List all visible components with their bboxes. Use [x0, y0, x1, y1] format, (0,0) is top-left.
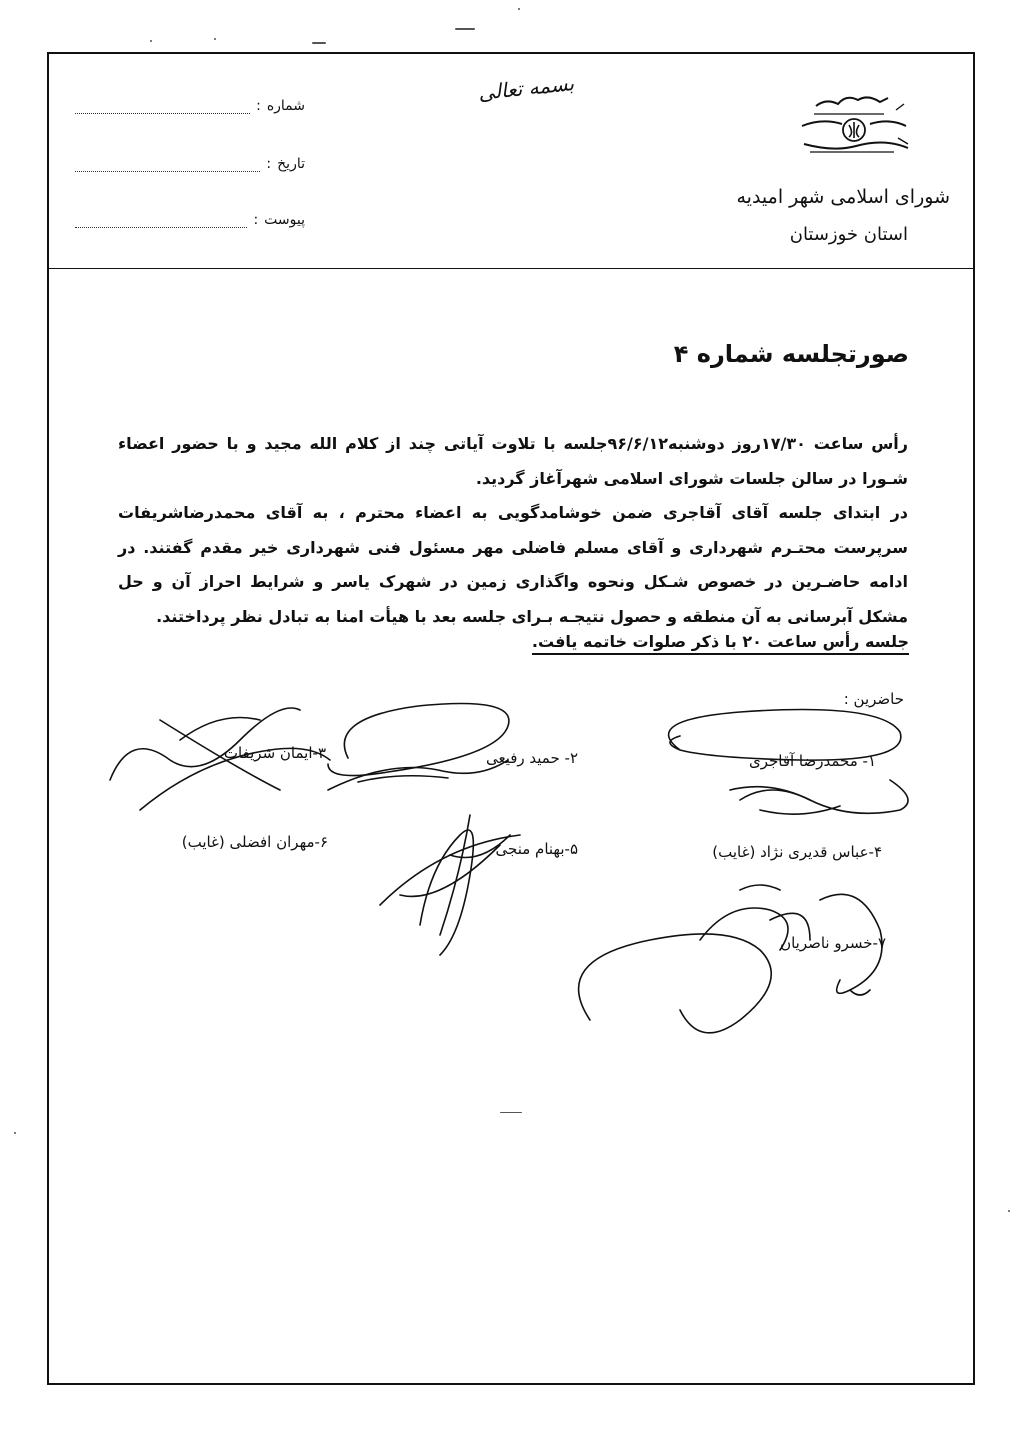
number-label: شماره	[266, 98, 305, 114]
date-field: تاریخ :	[75, 150, 305, 172]
invocation-text: بسمه تعالی	[477, 71, 576, 105]
minutes-closing: جلسه رأس ساعت ۲۰ با ذکر صلوات خاتمه یافت.	[532, 632, 909, 655]
scan-speck	[518, 8, 520, 10]
attendees-label: حاضرین :	[843, 690, 904, 708]
number-field: شماره :	[75, 92, 305, 114]
attachment-value-line	[75, 213, 247, 228]
attendee-2: ۲- حمید رفیعی	[485, 749, 578, 767]
number-value-line	[75, 99, 250, 114]
header-divider	[47, 268, 975, 269]
minutes-paragraph-opening: رأس ساعت ۱۷/۳۰روز دوشنبه۹۶/۶/۱۲جلسه با تلاوت آیاتی چند از کلام الله مجید و با حضور اعضاء شـورا در سالن جلسات شورای اسلامی شهرآغاز گردید.	[118, 434, 908, 488]
scan-speck	[150, 40, 152, 42]
scan-speck	[14, 1132, 16, 1134]
organization-name: شورای اسلامی شهر امیدیه	[736, 186, 950, 208]
signature-7	[560, 880, 910, 1040]
attachment-label: پیوست	[264, 212, 305, 228]
scan-speck	[455, 28, 475, 30]
signature-1	[640, 700, 920, 840]
page-title: صورتجلسه شماره ۴	[673, 340, 909, 368]
scan-speck	[214, 38, 216, 40]
signature-2	[318, 698, 518, 808]
date-label: تاریخ	[277, 156, 305, 172]
date-value-line	[75, 157, 260, 172]
signature-3	[100, 700, 340, 820]
attendee-5: ۵-بهنام منجی	[495, 840, 578, 858]
scan-speck	[312, 42, 326, 44]
minutes-paragraph-discussion: در ابتدای جلسه آقای آقاجری ضمن خوشامدگویی به اعضاء محترم ، به آقای محمدرضاشریفات سرپرست محتـرم شهرداری و آقای مسلم فاضلی مهر مسئول فنی شهرداری خیر مقدم گفتند. در ادامه حاضـرین در خصوص شـکل ونحوه واگذاری زمین در شهرک یاسر و شرایط احراز آن و حل مشکل آبرسانی به آن منطقه و حصول نتیجـه بـرای جلسه بعد با هیأت امنا به تبادل نظر پرداختند.	[118, 503, 908, 626]
attachment-field: پیوست :	[75, 206, 305, 228]
attendee-6: ۶-مهران افضلی (غایب)	[181, 833, 328, 851]
attendee-3: ۳-ایمان شریفات	[223, 744, 326, 762]
attendee-1: ۱- محمدرضا آقاجری	[748, 752, 876, 770]
organization-province: استان خوزستان	[789, 224, 908, 245]
attendee-4: ۴-عباس قدیری نژاد (غایب)	[712, 843, 882, 861]
attendee-7: ۷-خسرو ناصریان	[780, 934, 886, 952]
signature-5	[370, 805, 530, 945]
council-emblem-icon	[796, 92, 916, 164]
minutes-body	[118, 427, 908, 634]
scan-speck	[1008, 1210, 1010, 1212]
